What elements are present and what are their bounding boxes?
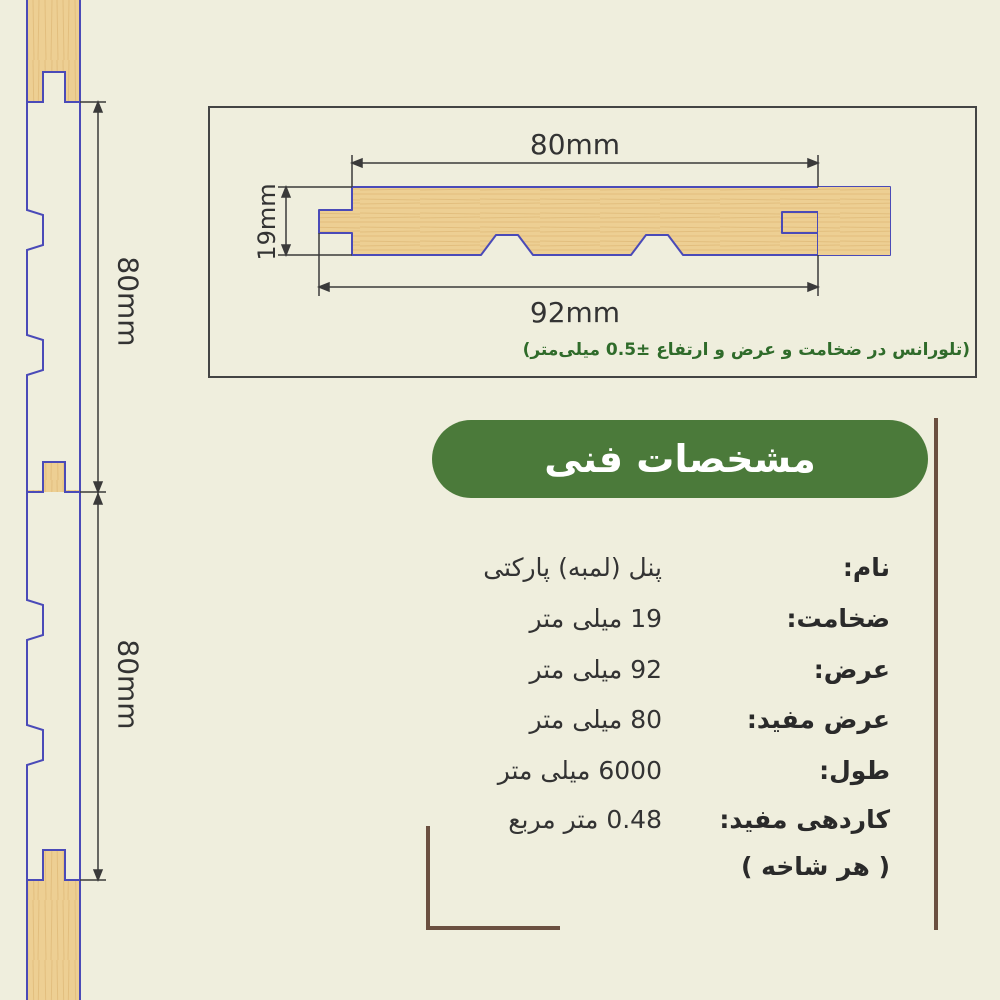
spec-value-useful-width: 80 میلی متر: [529, 705, 662, 734]
board-right-end: [818, 187, 890, 255]
spec-label-width: عرض:: [813, 655, 890, 684]
side-dimension-lines: [80, 102, 106, 880]
spec-value-coverage: 0.48 متر مربع: [508, 805, 662, 834]
side-upper-dimension-label: 80mm: [111, 256, 145, 347]
spec-label-coverage: کاردهی مفید:: [719, 805, 890, 834]
spec-value-thickness: 19 میلی متر: [529, 604, 662, 633]
thickness-label: 19mm: [253, 183, 281, 261]
spec-label-thickness: ضخامت:: [786, 604, 890, 633]
accent-corner-line: [428, 826, 560, 928]
board-cross-section: [319, 187, 890, 255]
side-panel-left-edge: [27, 0, 43, 1000]
spec-value-name: پنل (لمبه) پارکتی: [483, 553, 662, 582]
useful-width-label: 80mm: [529, 128, 621, 161]
side-lower-dimension-label: 80mm: [111, 639, 145, 730]
spec-value-width: 92 میلی متر: [529, 655, 662, 684]
tolerance-note: (تلورانس در ضخامت و عرض و ارتفاع ±0.5 میلی‌متر): [522, 340, 970, 360]
section-heading: [432, 420, 928, 498]
coverage-note: ( هر شاخه ): [741, 852, 890, 881]
spec-label-useful-width: عرض مفید:: [746, 705, 890, 734]
spec-label-name: نام:: [842, 553, 890, 582]
total-width-label: 92mm: [529, 296, 621, 329]
spec-label-length: طول:: [819, 756, 890, 785]
section-heading-text: مشخصات فنی: [544, 437, 816, 481]
spec-value-length: 6000 میلی متر: [497, 756, 662, 785]
side-panel-strip: [27, 0, 80, 1000]
